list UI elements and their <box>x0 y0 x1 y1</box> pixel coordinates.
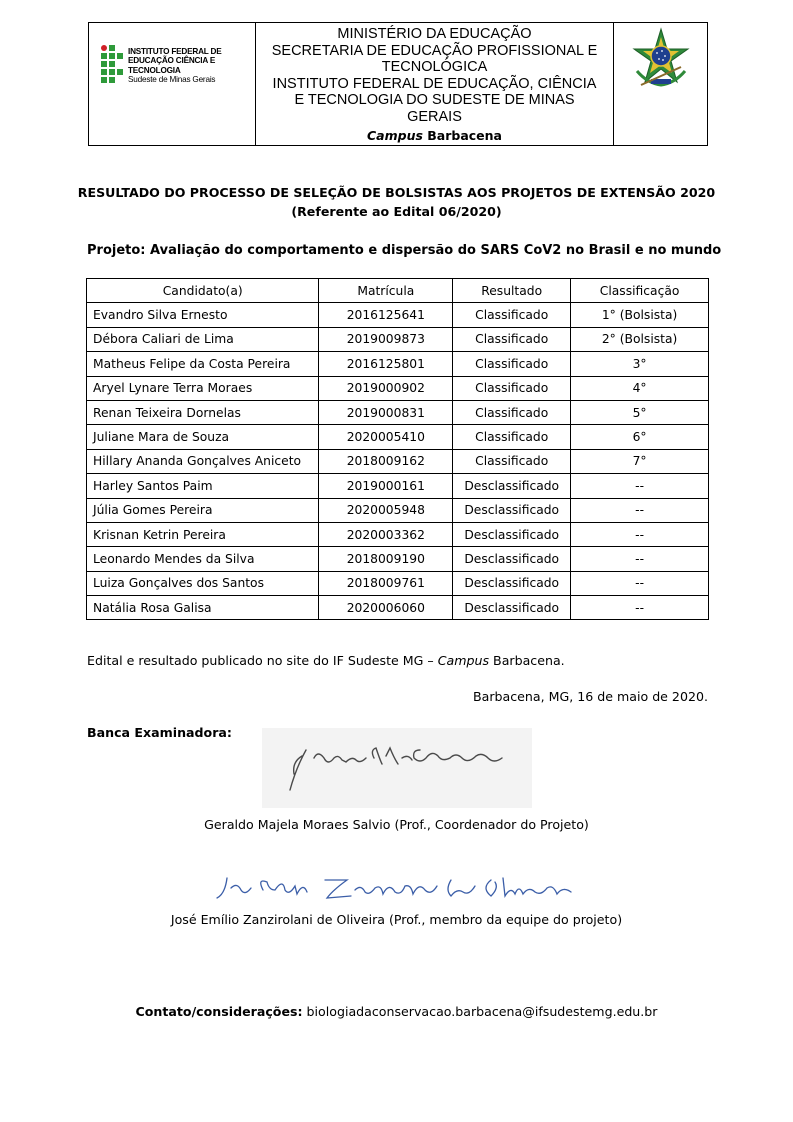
classification: 3° <box>571 352 709 376</box>
note-text-start: Edital e resultado publicado no site do IF Sudeste MG – <box>87 653 438 668</box>
institute-line-2: E TECNOLOGIA DO SUDESTE DE MINAS <box>294 92 575 109</box>
table-row <box>87 474 709 498</box>
signature-jose <box>205 868 585 908</box>
result-title-line-2: (Referente ao Edital 06/2020) <box>291 204 502 219</box>
classification: 1° (Bolsista) <box>571 303 709 327</box>
candidate-name: Natália Rosa Galisa <box>87 596 319 620</box>
registration-number: 2019000831 <box>319 400 453 424</box>
classification: -- <box>571 474 709 498</box>
result-status: Classificado <box>453 449 571 473</box>
campus-name <box>256 128 613 145</box>
registration-number: 2019009873 <box>319 327 453 351</box>
candidate-name: Matheus Felipe da Costa Pereira <box>87 352 319 376</box>
result-status: Desclassificado <box>453 571 571 595</box>
registration-number: 2020005410 <box>319 425 453 449</box>
note-campus-label: Campus <box>437 653 490 668</box>
results-table <box>86 278 709 620</box>
campus-label: Campus <box>366 127 423 143</box>
result-status: Classificado <box>453 303 571 327</box>
campus-city: Barbacena <box>422 127 502 143</box>
table-row <box>87 425 709 449</box>
column-header-candidate: Candidato(a) <box>87 279 319 303</box>
table-row <box>87 596 709 620</box>
board-member-1: Geraldo Majela Moraes Salvio (Prof., Coordenador do Projeto) <box>204 817 589 832</box>
candidate-name: Aryel Lynare Terra Moraes <box>87 376 319 400</box>
column-header-classification: Classificação <box>571 279 709 303</box>
table-row <box>87 522 709 546</box>
table-row <box>87 498 709 522</box>
result-status: Classificado <box>453 400 571 424</box>
note-text-end: Barbacena. <box>489 653 565 668</box>
registration-number: 2020003362 <box>319 522 453 546</box>
result-status: Desclassificado <box>453 596 571 620</box>
classification: -- <box>571 522 709 546</box>
registration-number: 2018009162 <box>319 449 453 473</box>
registration-number: 2019000161 <box>319 474 453 498</box>
registration-number: 2018009761 <box>319 571 453 595</box>
candidate-name: Débora Caliari de Lima <box>87 327 319 351</box>
result-status: Desclassificado <box>453 474 571 498</box>
if-logo-text <box>128 47 251 85</box>
result-title-line-1: RESULTADO DO PROCESSO DE SELEÇÃO DE BOLSISTAS AOS PROJETOS DE EXTENSÃO 2020 <box>77 185 716 200</box>
classification: 4° <box>571 376 709 400</box>
classification: 6° <box>571 425 709 449</box>
emblem-cell <box>614 23 707 145</box>
result-status: Classificado <box>453 376 571 400</box>
table-row <box>87 571 709 595</box>
if-logo-mark-icon <box>101 33 125 81</box>
classification: 5° <box>571 400 709 424</box>
project-title: Projeto: Avaliação do comportamento e dispersão do SARS CoV2 no Brasil e no mundo <box>87 243 722 258</box>
registration-number: 2018009190 <box>319 547 453 571</box>
column-header-registration: Matrícula <box>319 279 453 303</box>
contact-label: Contato/considerações: <box>135 1004 303 1019</box>
classification: 2° (Bolsista) <box>571 327 709 351</box>
registration-number: 2016125801 <box>319 352 453 376</box>
table-row <box>87 547 709 571</box>
brazil-coat-of-arms-icon <box>629 27 693 91</box>
logo-line-1: INSTITUTO FEDERAL DE <box>128 47 222 56</box>
secretariat-line-2: TECNOLÓGICA <box>381 59 488 76</box>
result-title <box>60 183 733 221</box>
candidate-name: Renan Teixeira Dornelas <box>87 400 319 424</box>
table-row <box>87 352 709 376</box>
contact-line <box>0 1004 793 1019</box>
classification: -- <box>571 498 709 522</box>
examining-board-label: Banca Examinadora: <box>87 725 232 740</box>
board-member-2: José Emílio Zanzirolani de Oliveira (Prof., membro da equipe do projeto) <box>170 912 623 927</box>
classification: -- <box>571 571 709 595</box>
institute-line-1: INSTITUTO FEDERAL DE EDUCAÇÃO, CIÊNCIA <box>272 75 597 92</box>
candidate-name: Júlia Gomes Pereira <box>87 498 319 522</box>
registration-number: 2020006060 <box>319 596 453 620</box>
candidate-name: Krisnan Ketrin Pereira <box>87 522 319 546</box>
candidate-name: Luiza Gonçalves dos Santos <box>87 571 319 595</box>
classification: -- <box>571 596 709 620</box>
column-header-result: Resultado <box>453 279 571 303</box>
logo-line-3: Sudeste de Minas Gerais <box>128 75 216 85</box>
table-row <box>87 449 709 473</box>
result-status: Classificado <box>453 425 571 449</box>
candidate-name: Juliane Mara de Souza <box>87 425 319 449</box>
classification: 7° <box>571 449 709 473</box>
result-status: Desclassificado <box>453 498 571 522</box>
registration-number: 2020005948 <box>319 498 453 522</box>
result-status: Classificado <box>453 352 571 376</box>
secretariat-line-1: SECRETARIA DE EDUCAÇÃO PROFISSIONAL E <box>271 42 598 59</box>
place-and-date: Barbacena, MG, 16 de maio de 2020. <box>472 689 708 704</box>
candidate-name: Leonardo Mendes da Silva <box>87 547 319 571</box>
result-status: Classificado <box>453 327 571 351</box>
table-row <box>87 303 709 327</box>
candidate-name: Evandro Silva Ernesto <box>87 303 319 327</box>
table-header-row <box>87 279 709 303</box>
contact-email: biologiadaconservacao.barbacena@ifsudestemg.edu.br <box>302 1004 658 1019</box>
logo-cell <box>89 23 256 145</box>
logo-line-2: EDUCAÇÃO CIÊNCIA E TECNOLOGIA <box>128 56 216 75</box>
header-title-cell <box>256 23 614 145</box>
candidate-name: Hillary Ananda Gonçalves Aniceto <box>87 449 319 473</box>
registration-number: 2016125641 <box>319 303 453 327</box>
publication-note <box>87 653 565 668</box>
table-row <box>87 376 709 400</box>
result-status: Desclassificado <box>453 547 571 571</box>
registration-number: 2019000902 <box>319 376 453 400</box>
if-sudeste-logo <box>101 33 251 93</box>
document-header <box>88 22 708 146</box>
table-row <box>87 400 709 424</box>
ministry-title: MINISTÉRIO DA EDUCAÇÃO <box>337 26 532 42</box>
result-status: Desclassificado <box>453 522 571 546</box>
institute-line-3: GERAIS <box>407 108 462 125</box>
candidate-name: Harley Santos Paim <box>87 474 319 498</box>
table-row <box>87 327 709 351</box>
classification: -- <box>571 547 709 571</box>
signature-geraldo <box>262 728 532 808</box>
